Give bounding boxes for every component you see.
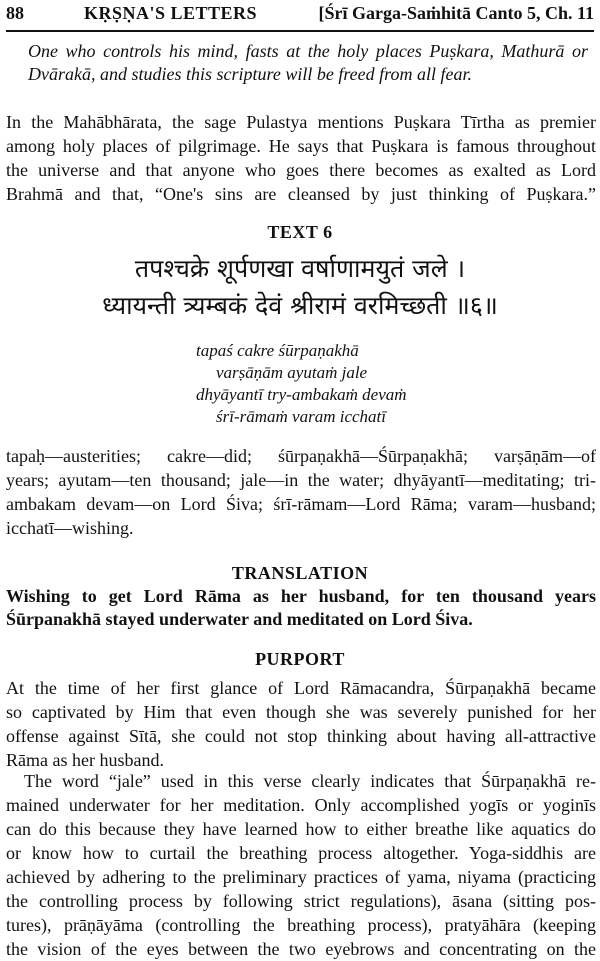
quoted-verse xyxy=(28,40,588,86)
purport-line: the vision of the eyes between the two eyebrows and concentrating on the xyxy=(6,939,596,959)
intro-line: Brahmā and that, “One's sins are cleansed by just thinking of Puṣkara.” xyxy=(6,184,596,204)
transliteration-line: varṣāṇām ayutaṁ jale xyxy=(216,363,368,382)
purport-line: so captivated by Him that even though she was severely punished for her xyxy=(6,702,596,722)
intro-line: In the Mahābhārata, the sage Pulastya mentions Puṣkara Tīrtha as premier xyxy=(6,112,596,132)
synonym-line: ambakam devam—on Lord Śiva; śrī-rāmam—Lord Rāma; varam—husband; xyxy=(6,494,596,514)
devanagari-line: तपश्चक्रे शूर्पणखा वर्षाणामयुतं जले । xyxy=(134,254,466,283)
purport-line: At the time of her first glance of Lord Rāmacandra, Śūrpaṇakhā became xyxy=(6,678,596,698)
intro-line: the universe and that anyone who goes there becomes as exalted as Lord xyxy=(6,160,596,180)
purport-heading: PURPORT xyxy=(255,649,345,669)
transliteration xyxy=(196,340,496,428)
section-reference: [Śrī Garga-Saṁhitā Canto 5, Ch. 11 xyxy=(318,3,594,23)
translation-line: Wishing to get Lord Rāma as her husband, for ten thousand years xyxy=(6,586,596,606)
intro-paragraph xyxy=(6,110,596,206)
intro-line: among holy places of pilgrimage. He says that Puṣkara is famous throughout xyxy=(6,136,596,156)
purport-line: The word “jale” used in this verse clearly indicates that Śūrpaṇakhā re- xyxy=(24,771,596,791)
translation-text xyxy=(6,585,596,631)
page-number: 88 xyxy=(6,3,24,23)
purport-paragraph-2 xyxy=(6,769,596,961)
purport-line: Rāma as her husband. xyxy=(6,750,164,770)
translation-line: Śūrpanakhā stayed underwater and meditated on Lord Śiva. xyxy=(6,609,473,629)
devanagari-line: ध्यायन्ती त्र्यम्बकं देवं श्रीरामं वरमिच्छती ॥६॥ xyxy=(102,291,498,320)
running-header xyxy=(6,2,594,32)
purport-line: achieved by adhering to the preliminary practices of yama, niyama (practicing xyxy=(6,867,596,887)
word-for-word-synonyms xyxy=(6,444,596,540)
purport-paragraph-1 xyxy=(6,676,596,772)
synonym-line: icchatī—wishing. xyxy=(6,518,134,538)
book-title: KṚṢṆA'S LETTERS xyxy=(84,3,258,23)
purport-line: offense against Sītā, she could not stop thinking about having all-attractive xyxy=(6,726,596,746)
transliteration-line: dhyāyantī try-ambakaṁ devaṁ xyxy=(196,385,407,404)
translation-heading: TRANSLATION xyxy=(231,563,369,583)
quote-line: Dvārakā, and studies this scripture will be freed from all fear. xyxy=(28,64,472,84)
transliteration-line: śrī-rāmaṁ varam icchatī xyxy=(216,407,386,426)
synonym-line: years; ayutam—ten thousand; jale—in the water; dhyāyantī—meditating; tri- xyxy=(6,470,596,490)
purport-line: tures), prāṇāyāma (controlling the breathing process), pratyāhāra (keeping xyxy=(6,915,596,935)
purport-line: mained underwater for her meditation. Only accomplished yogīs or yoginīs xyxy=(6,795,596,815)
purport-line: can do this because they have learned how to either breathe like aquatics do xyxy=(6,819,596,839)
transliteration-line: tapaś cakre śūrpaṇakhā xyxy=(196,341,359,360)
purport-line: or know how to curtail the breathing process altogether. Yoga-siddhis are xyxy=(6,843,596,863)
text-heading: TEXT 6 xyxy=(267,222,333,242)
purport-line: the controlling process by following strict regulations), āsana (sitting pos- xyxy=(6,891,596,911)
quote-line: One who controls his mind, fasts at the holy places Puṣkara, Mathurā or xyxy=(28,41,588,61)
synonym-line: tapaḥ—austerities; cakre—did; śūrpaṇakhā—Śūrpaṇakhā; varṣāṇām—of xyxy=(6,446,596,466)
